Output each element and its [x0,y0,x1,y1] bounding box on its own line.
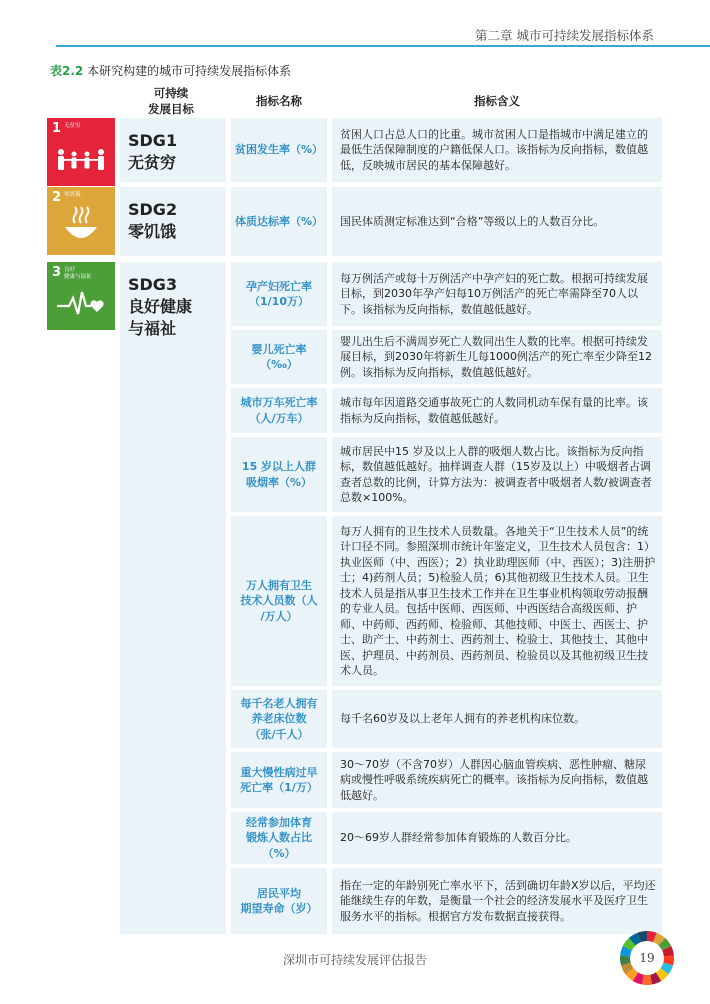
indicator-name: 15 岁以上人群 吸烟率（%） [231,437,327,512]
sdg3-tile [47,262,115,330]
indicator-definition: 贫困人口占总人口的比重。城市贫困人口是指城市中满足建立的最低生活保障制度的户籍低保人口。该指标为反向指标，数值越低，反映城市居民的基本保障越好。 [332,118,662,182]
goal-cell-sdg1 [120,118,226,182]
indicator-name: 经常参加体育 锻炼人数占比 （%） [231,812,327,864]
sdg2-tile-label: 零饥饿 [64,192,81,198]
sdg2-tile [47,187,115,255]
sdg1-name: 无贫穷 [128,153,177,172]
heartbeat-icon [47,262,115,330]
sdg3-code: SDG3 [128,275,178,294]
indicator-definition: 每万人拥有的卫生技术人员数量。各地关于“卫生技术人员”的统计口径不同。参照深圳市统计年鉴定义，卫生技术人员包含：1）执业医师（中、西医）；2）执业助理医师（中、西医）；3)注册护士；4)药剂人员；5)检验人员；6)其他初级卫生技术人员。卫生技术人员是指从事卫生技术工作并在卫生事业机构领取劳动报酬的专业人员。包括中医师、西医师、中西医结合高级医师、护师、中药师、西药师、检验师、其他技师、中医士、西医士、护士、助产士、中药剂士、西药剂士、检验士、其他技士、其他中医、护理员、中药剂员、西药剂员、检验员以及其他初级卫生技术人员。 [332,516,662,686]
indicator-name: 婴儿死亡率 （‰） [231,330,327,384]
header-rule [56,45,710,47]
indicator-name: 孕产妇死亡率 （1/10万） [231,262,327,326]
caption-number: 表2.2 [50,64,84,78]
indicator-definition: 城市居民中15 岁及以上人群的吸烟人数占比。该指标为反向指标，数值越低越好。抽样调查人群（15岁及以上）中吸烟者占调查者总数的比例，计算方法为：被调查者中吸烟者人数/被调查者总数×100%。 [332,437,662,512]
page-number: 19 [639,951,655,965]
goal-cell-sdg3 [120,262,226,934]
indicator-name: 重大慢性病过早 死亡率（1/万） [231,752,327,808]
column-header-goal: 可持续 发展目标 [148,86,194,116]
report-title: 深圳市可持续发展评估报告 [282,953,427,967]
sdg1-tile-number: 1 [52,121,62,136]
bowl-icon [47,187,115,255]
sdg1-code: SDG1 [128,131,178,150]
sdg2-tile-number: 2 [52,190,62,205]
indicator-name: 每千名老人拥有 养老床位数 （张/千人） [231,690,327,748]
indicator-definition: 国民体质测定标准达到“合格”等级以上的人数百分比。 [332,187,662,256]
indicator-name: 居民平均 期望寿命（岁） [231,868,327,934]
chapter-title: 第二章 城市可持续发展指标体系 [475,28,654,43]
indicator-definition: 30～70岁（不含70岁）人群因心脑血管疾病、恶性肿瘤、糖尿病或慢性呼吸系统疾病死亡的概率。该指标为反向指标，数值越低越好。 [332,752,662,808]
sdg3-tile-number: 3 [52,265,62,280]
table-caption [50,62,291,79]
indicator-name: 城市万车死亡率 （人/万车） [231,388,327,433]
column-header-meaning: 指标含义 [474,94,520,108]
indicator-definition: 指在一定的年龄别死亡率水平下，活到确切年龄X岁以后，平均还能继续生存的年数，是衡量一个社会的经济发展水平及医疗卫生服务水平的指标。根据官方发布数据直接获得。 [332,868,662,934]
caption-text: 本研究构建的城市可持续发展指标体系 [83,64,292,78]
column-header-name: 指标名称 [256,94,302,108]
sdg3-tile-label: 良好 健康与福祉 [64,267,92,280]
indicator-name: 贫困发生率（%） [231,118,327,182]
sdg2-code: SDG2 [128,200,178,219]
indicator-name: 体质达标率（%） [231,187,327,256]
indicator-definition: 婴儿出生后不满周岁死亡人数同出生人数的比率。根据可持续发展目标，到2030年将新生儿每1000例活产的死亡率至少降至12 例。该指标为反向指标，数值越低越好。 [332,330,662,384]
sdg1-tile [47,118,115,186]
sdg2-name: 零饥饿 [128,222,177,241]
goal-cell-sdg2 [120,187,226,256]
indicator-definition: 20～69岁人群经常参加体育锻炼的人数百分比。 [332,812,662,864]
indicator-definition: 每千名60岁及以上老年人拥有的养老机构床位数。 [332,690,662,748]
family-icon [47,118,115,186]
indicator-definition: 城市每年因道路交通事故死亡的人数同机动车保有量的比率。该指标为反向指标，数值越低越好。 [332,388,662,433]
sdg3-name: 良好健康 与福祉 [128,297,193,338]
sdg1-tile-label: 无贫穷 [64,123,81,129]
indicator-name: 万人拥有卫生 技术人员数（人 /万人） [231,516,327,686]
indicator-definition: 每万例活产或每十万例活产中孕产妇的死亡数。根据可持续发展目标，到2030年孕产妇每10万例活产的死亡率需降至70人以下。该指标为反向指标，数值越低越好。 [332,262,662,326]
